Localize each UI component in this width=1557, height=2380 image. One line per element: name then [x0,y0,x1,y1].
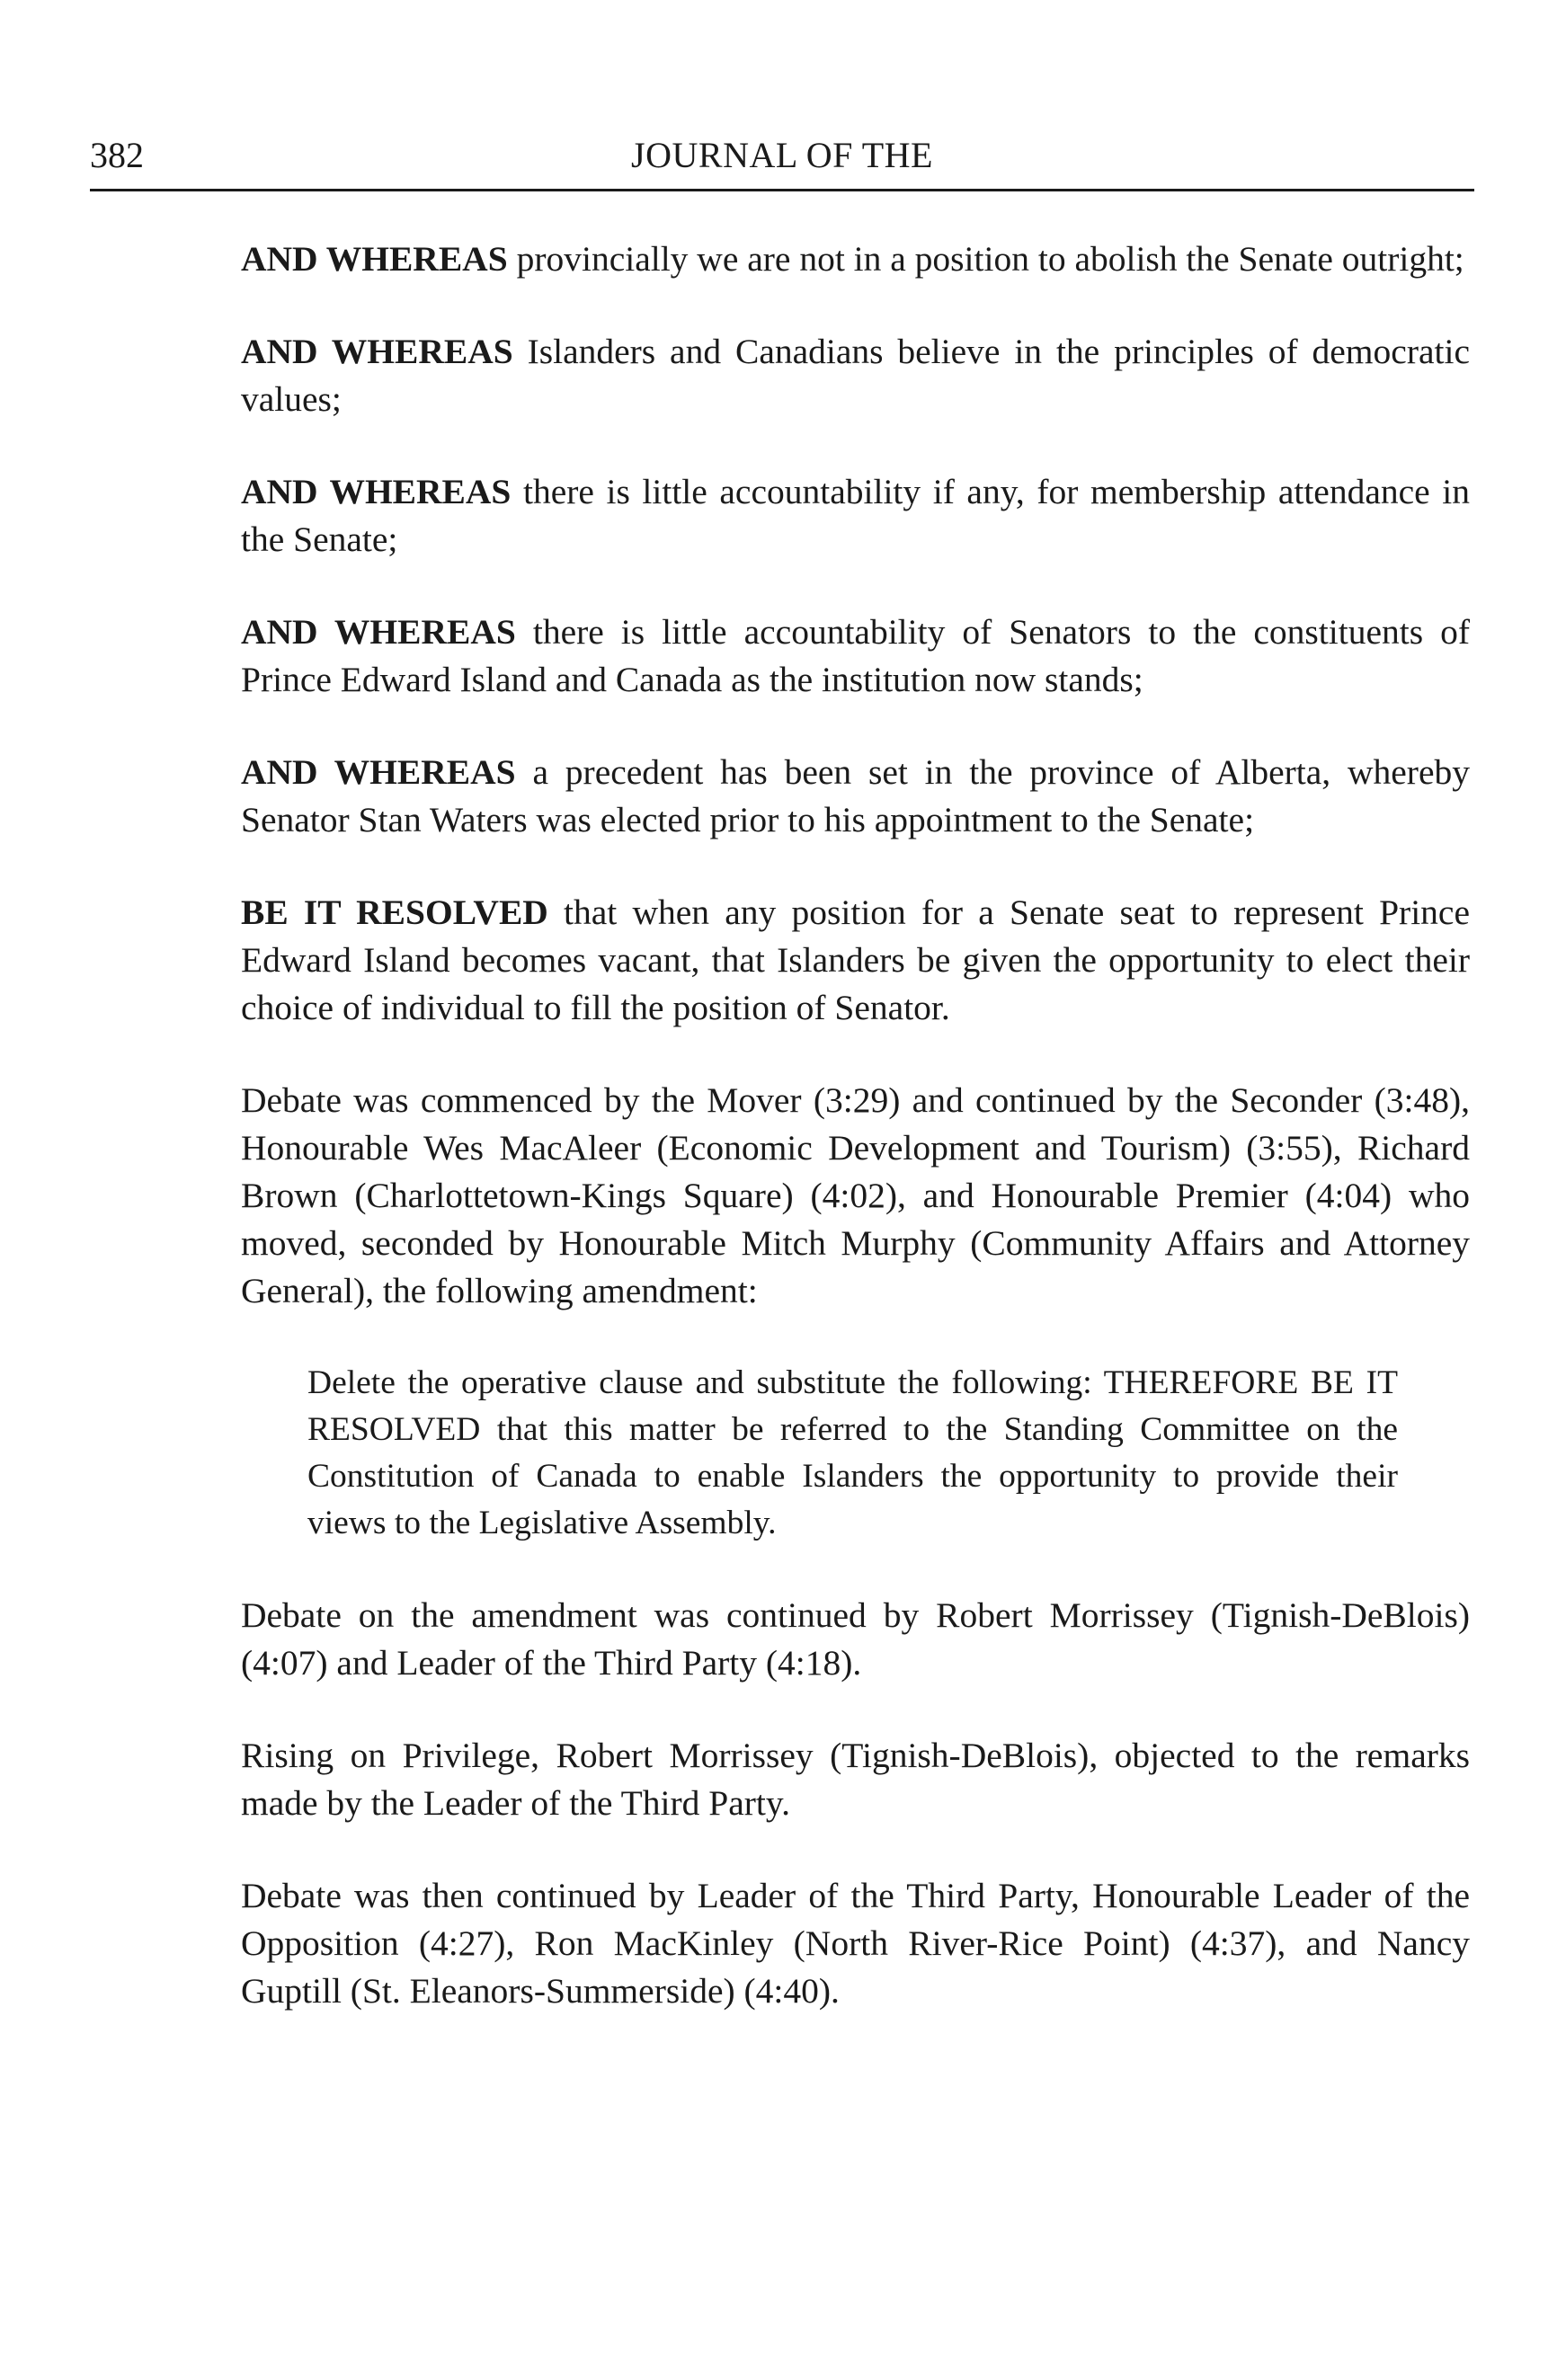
running-head: JOURNAL OF THE [631,135,933,175]
paragraph-text: Islanders and Canadians believe in the principles of democratic values; [241,332,1470,419]
whereas-paragraph-1 [241,235,1470,283]
body-text [241,235,1470,2060]
paragraph-lead: AND WHEREAS [241,472,512,511]
continued-debate-paragraph: Debate was then continued by Leader of the Third Party, Honourable Leader of the Opposition (4:27), Ron MacKinley (North River-Rice Point) (4:37), and Nancy Guptill (St. Eleanors-Summerside) (4:40). [241,1876,1470,2011]
paragraph-lead: AND WHEREAS [241,612,516,652]
whereas-paragraph-2 [241,328,1470,423]
paragraph-text: there is little accountability if any, for membership attendance in the Senate; [241,472,1470,559]
paragraph-lead: BE IT RESOLVED [241,892,548,932]
paragraph-text: a precedent has been set in the province of Alberta, whereby Senator Stan Waters was elected prior to his appointment to the Senate; [241,752,1470,839]
privilege-paragraph: Rising on Privilege, Robert Morrissey (Tignish-DeBlois), objected to the remarks made by the Leader of the Third Party. [241,1736,1470,1823]
header-rule [90,189,1474,191]
page-header [90,133,1474,185]
page-number: 382 [90,135,144,175]
paragraph-text: there is little accountability of Senators to the constituents of Prince Edward Island and Canada as the institution now stands; [241,612,1470,699]
amendment-debate-paragraph: Debate on the amendment was continued by Robert Morrissey (Tignish-DeBlois) (4:07) and Leader of the Third Party (4:18). [241,1595,1470,1683]
paragraph-lead: AND WHEREAS [241,239,508,279]
paragraph-text: that when any position for a Senate seat to represent Prince Edward Island becomes vacant, that Islanders be given the opportunity to elect their choice of individual to fill the position of Senator. [241,892,1470,1027]
paragraph-lead: AND WHEREAS [241,332,513,371]
resolved-paragraph [241,889,1470,1032]
paragraph-text: provincially we are not in a position to abolish the Senate outright; [507,239,1464,279]
whereas-paragraph-3 [241,468,1470,564]
whereas-paragraph-5 [241,749,1470,844]
whereas-paragraph-4 [241,608,1470,704]
debate-paragraph: Debate was commenced by the Mover (3:29) and continued by the Seconder (3:48), Honourable Wes MacAleer (Economic Development and Tourism) (3:55), Richard Brown (Charlottetown-Kings Square) (4:02), and Honourable Premier (4:04) who moved, seconded by Honourable Mitch Murphy (Community Affairs and Attorney General), the following amendment: [241,1080,1470,1310]
amendment-text: Delete the operative clause and substitute the following: THEREFORE BE IT RESOLVED that this matter be referred to the Standing Committee on the Constitution of Canada to enable Islanders the opportunity to provide their views to the Legislative Assembly. [307,1364,1398,1541]
paragraph-lead: AND WHEREAS [241,752,516,792]
